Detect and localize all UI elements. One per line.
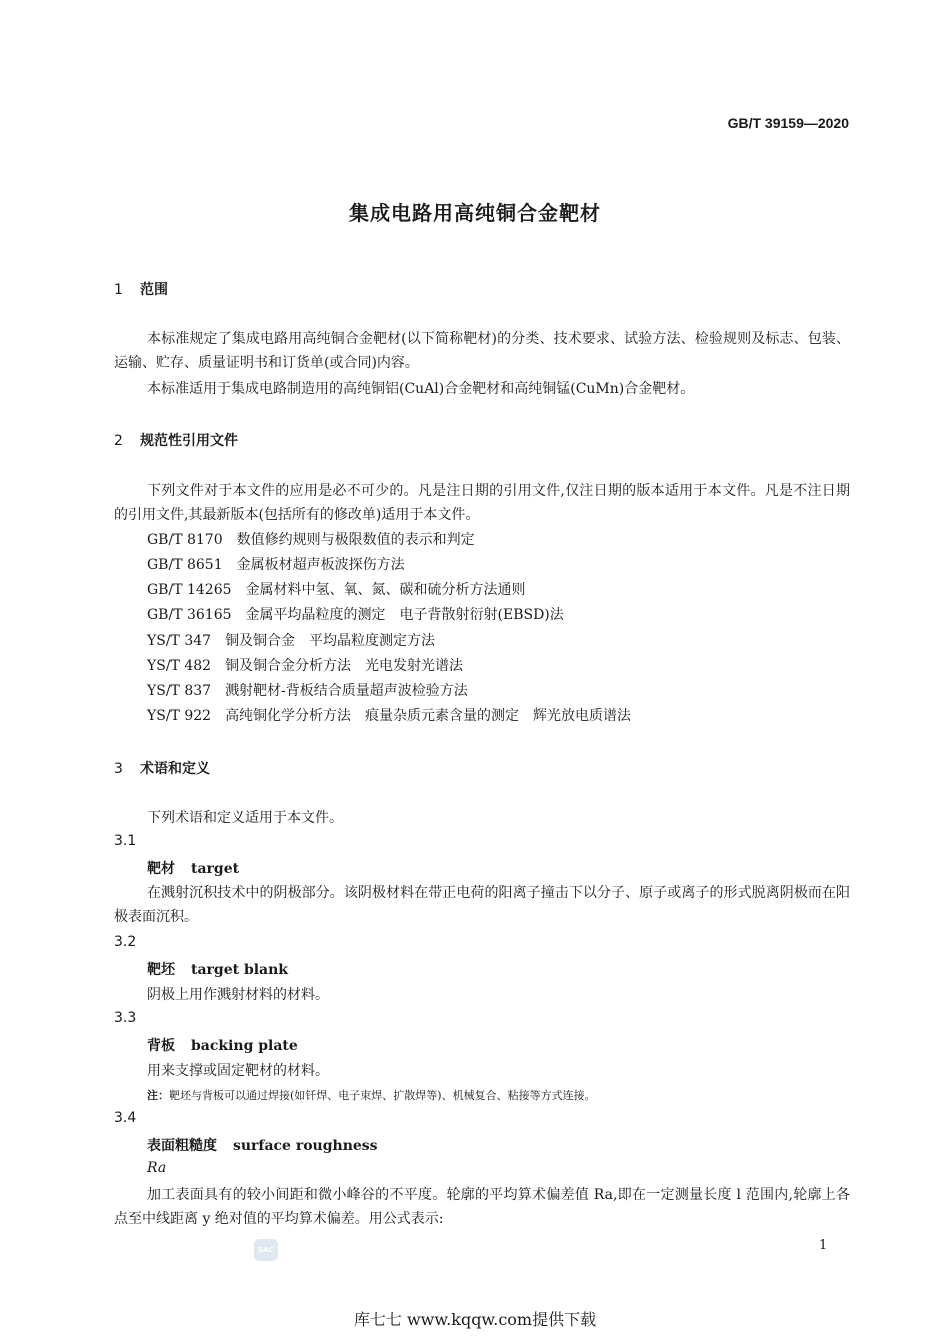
reference-code: YS/T 347 — [147, 633, 212, 649]
reference-item — [147, 554, 405, 574]
reference-code: GB/T 8651 — [147, 557, 223, 573]
reference-code: YS/T 837 — [147, 683, 212, 699]
standard-code: GB/T 39159—2020 — [727, 115, 849, 131]
reference-title: 金属板材超声板波探伤方法 — [236, 557, 405, 573]
reference-code: GB/T 14265 — [147, 582, 232, 598]
term-en: target blank — [191, 962, 289, 978]
term-definition: 加工表面具有的较小间距和微小峰谷的不平度。轮廓的平均算术偏差值 Ra,即在一定测量长度 l 范围内,轮廓上各点至中线距离 y 绝对值的平均算术偏差。用公式表示: — [114, 1187, 850, 1227]
reference-title: 金属材料中氢、氧、氮、碳和硫分析方法通则 — [245, 582, 526, 598]
reference-code: YS/T 922 — [147, 708, 212, 724]
term-heading — [147, 959, 288, 979]
term-note — [147, 1087, 596, 1103]
section-3-heading — [114, 758, 210, 778]
reference-code: YS/T 482 — [147, 658, 212, 674]
note-label: 注： — [147, 1089, 169, 1102]
section-number: 3 — [114, 761, 123, 777]
term-definition: 用来支撑或固定靶材的材料。 — [147, 1063, 329, 1079]
sac-logo: SAC — [254, 1239, 278, 1261]
scope-paragraph-2: 本标准适用于集成电路制造用的高纯铜铝(CuAl)合金靶材和高纯铜锰(CuMn)合金靶材。 — [147, 381, 695, 397]
note-text: 靶坯与背板可以通过焊接(如钎焊、电子束焊、扩散焊等)、机械复合、粘接等方式连接。 — [169, 1089, 596, 1102]
reference-title: 溅射靶材-背板结合质量超声波检验方法 — [225, 683, 468, 699]
reference-title: 金属平均晶粒度的测定 电子背散射衍射(EBSD)法 — [245, 607, 564, 623]
section-title: 术语和定义 — [140, 761, 210, 777]
term-heading — [147, 1035, 298, 1055]
term-zh: 靶材 — [147, 861, 175, 877]
section-number: 1 — [114, 282, 123, 298]
term-en: target — [191, 861, 240, 877]
section-1-heading — [114, 279, 168, 299]
clause-number: 3.3 — [114, 1010, 137, 1026]
reference-item — [147, 680, 468, 700]
term-heading — [147, 1135, 378, 1155]
scope-paragraph-1: 本标准规定了集成电路用高纯铜合金靶材(以下简称靶材)的分类、技术要求、试验方法、检验规则及标志、包装、运输、贮存、质量证明书和订货单(或合同)内容。 — [114, 331, 850, 371]
section-title: 规范性引用文件 — [140, 433, 238, 449]
reference-item — [147, 655, 463, 675]
term-en: backing plate — [191, 1038, 298, 1054]
reference-item — [147, 579, 526, 599]
reference-code: GB/T 8170 — [147, 532, 223, 548]
term-zh: 背板 — [147, 1038, 175, 1054]
term-en: surface roughness — [233, 1138, 378, 1154]
clause-number: 3.4 — [114, 1110, 137, 1126]
clause-number: 3.2 — [114, 934, 137, 950]
term-heading — [147, 858, 239, 878]
normative-intro: 下列文件对于本文件的应用是必不可少的。凡是注日期的引用文件,仅注日期的版本适用于本文件。凡是不注日期的引用文件,其最新版本(包括所有的修改单)适用于本文件。 — [114, 483, 850, 523]
terms-intro: 下列术语和定义适用于本文件。 — [147, 810, 343, 826]
download-footer: 库七七 www.kqqw.com提供下载 — [353, 1310, 597, 1329]
reference-title: 铜及铜合金分析方法 光电发射光谱法 — [225, 658, 464, 674]
reference-title: 铜及铜合金 平均晶粒度测定方法 — [225, 633, 436, 649]
page-number: 1 — [819, 1238, 828, 1253]
reference-item — [147, 705, 631, 725]
reference-title: 高纯铜化学分析方法 痕量杂质元素含量的测定 辉光放电质谱法 — [225, 708, 632, 724]
reference-title: 数值修约规则与极限数值的表示和判定 — [236, 532, 475, 548]
term-zh: 表面粗糙度 — [147, 1138, 217, 1154]
document-title: 集成电路用高纯铜合金靶材 — [349, 201, 601, 225]
reference-item — [147, 604, 564, 624]
term-symbol: Ra — [147, 1160, 167, 1176]
section-2-heading — [114, 430, 238, 450]
reference-code: GB/T 36165 — [147, 607, 232, 623]
term-definition: 在溅射沉积技术中的阴极部分。该阴极材料在带正电荷的阳离子撞击下以分子、原子或离子的形式脱离阴极而在阳极表面沉积。 — [114, 885, 850, 925]
reference-item — [147, 630, 435, 650]
term-zh: 靶坯 — [147, 962, 175, 978]
section-number: 2 — [114, 433, 123, 449]
reference-item — [147, 529, 475, 549]
term-definition: 阴极上用作溅射材料的材料。 — [147, 987, 329, 1003]
section-title: 范围 — [140, 282, 168, 298]
clause-number: 3.1 — [114, 833, 137, 849]
